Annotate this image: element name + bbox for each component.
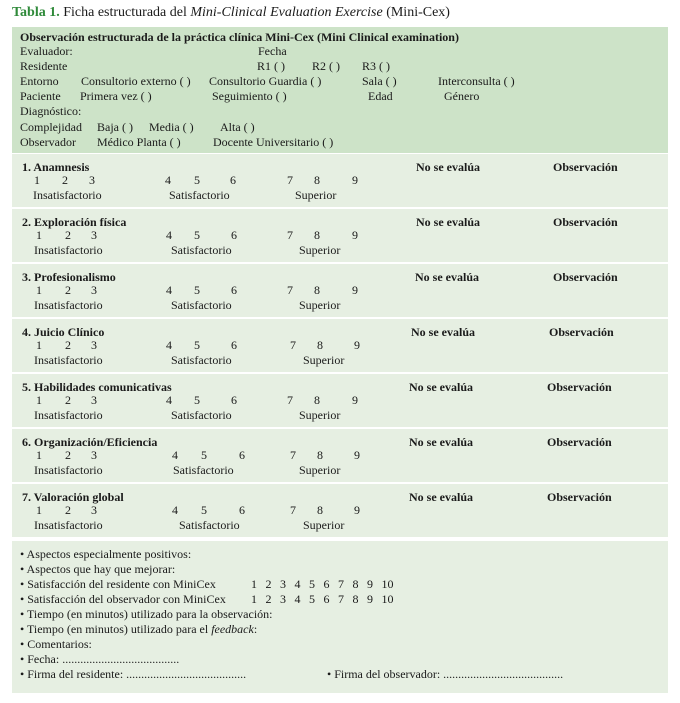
satisfaccion-residente-label: • Satisfacción del residente con MiniCex <box>20 577 216 591</box>
item-row <box>12 264 668 317</box>
item-row <box>12 374 668 427</box>
score-7[interactable]: 7 <box>287 228 293 242</box>
score-1[interactable]: 1 <box>34 173 40 187</box>
tiempo-observacion-field[interactable]: • Tiempo (en minutos) utilizado para la observación: <box>20 607 273 621</box>
score-4[interactable]: 4 <box>172 503 178 517</box>
sat-obs-7[interactable]: 7 <box>338 592 344 606</box>
tiempo-feedback-prefix: • Tiempo (en minutos) utilizado para el <box>20 622 209 636</box>
score-7[interactable]: 7 <box>287 173 293 187</box>
label-insatisfactorio: Insatisfactorio <box>34 353 103 367</box>
observation-field[interactable]: Observación <box>547 380 612 394</box>
form-footer <box>12 541 668 693</box>
score-3[interactable]: 3 <box>91 228 97 242</box>
label-insatisfactorio: Insatisfactorio <box>34 243 103 257</box>
caption-text: Ficha estructurada del <box>63 5 187 20</box>
score-2[interactable]: 2 <box>65 503 71 517</box>
item-row <box>12 484 668 537</box>
not-evaluated-option[interactable]: No se evalúa <box>409 435 473 449</box>
item-title: 1. Anamnesis <box>22 160 90 174</box>
label-insatisfactorio: Insatisfactorio <box>34 408 103 422</box>
firma-residente-field[interactable]: • Firma del residente: ........................................ <box>20 667 247 681</box>
score-2[interactable]: 2 <box>65 283 71 297</box>
sat-res-5[interactable]: 5 <box>309 577 315 591</box>
satisfaccion-residente-scale[interactable] <box>251 578 396 591</box>
item-title: 4. Juicio Clínico <box>22 325 105 339</box>
score-8[interactable]: 8 <box>317 448 323 462</box>
score-3[interactable]: 3 <box>89 173 95 187</box>
label-superior: Superior <box>299 298 341 312</box>
satisfaccion-observador-label: • Satisfacción del observador con MiniCex <box>20 592 226 606</box>
label-superior: Superior <box>295 188 337 202</box>
label-satisfactorio: Satisfactorio <box>171 408 232 422</box>
score-4[interactable]: 4 <box>165 173 171 187</box>
score-1[interactable]: 1 <box>36 448 42 462</box>
sat-res-4[interactable]: 4 <box>294 577 301 591</box>
score-5[interactable]: 5 <box>201 448 207 462</box>
score-8[interactable]: 8 <box>317 503 323 517</box>
label-satisfactorio: Satisfactorio <box>171 353 232 367</box>
seguimiento-option[interactable]: Seguimiento ( ) <box>212 89 287 103</box>
fecha-label: Fecha <box>258 44 287 58</box>
score-6[interactable]: 6 <box>231 283 237 297</box>
r1-option[interactable]: R1 ( ) <box>257 59 285 73</box>
not-evaluated-option[interactable]: No se evalúa <box>411 325 475 339</box>
form-title: Observación estructurada de la práctica clínica Mini-Cex (Mini Clinical examination) <box>20 30 459 44</box>
score-8[interactable]: 8 <box>314 173 320 187</box>
item-row <box>12 154 668 207</box>
score-1[interactable]: 1 <box>36 338 42 352</box>
score-4[interactable]: 4 <box>166 283 172 297</box>
residente-label: Residente <box>20 59 68 73</box>
score-9[interactable]: 9 <box>352 393 358 407</box>
evaluador-label: Evaluador: <box>20 44 73 58</box>
mini-cex-form <box>12 27 668 693</box>
score-1[interactable]: 1 <box>36 228 42 242</box>
label-superior: Superior <box>299 408 341 422</box>
score-4[interactable]: 4 <box>166 228 172 242</box>
primera-vez-option[interactable]: Primera vez ( ) <box>80 89 152 103</box>
score-5[interactable]: 5 <box>194 283 200 297</box>
score-9[interactable]: 9 <box>352 228 358 242</box>
not-evaluated-option[interactable]: No se evalúa <box>409 490 473 504</box>
baja-option[interactable]: Baja ( ) <box>97 120 133 134</box>
sat-res-6[interactable]: 6 <box>323 577 330 591</box>
item-title: 3. Profesionalismo <box>22 270 116 284</box>
label-superior: Superior <box>299 463 341 477</box>
caption-italic: Mini-Clinical Evaluation Exercise <box>190 5 383 20</box>
label-insatisfactorio: Insatisfactorio <box>34 298 103 312</box>
score-3[interactable]: 3 <box>91 393 97 407</box>
edad-label: Edad <box>368 89 393 103</box>
score-8[interactable]: 8 <box>314 228 320 242</box>
score-2[interactable]: 2 <box>65 338 71 352</box>
observation-field[interactable]: Observación <box>553 160 618 174</box>
r2-option[interactable]: R2 ( ) <box>312 59 340 73</box>
score-7[interactable]: 7 <box>290 448 296 462</box>
sat-obs-6[interactable]: 6 <box>323 592 330 606</box>
score-5[interactable]: 5 <box>194 393 200 407</box>
sat-res-3[interactable]: 3 <box>280 577 286 591</box>
score-5[interactable]: 5 <box>194 338 200 352</box>
item-title: 5. Habilidades comunicativas <box>22 380 172 394</box>
not-evaluated-option[interactable]: No se evalúa <box>415 270 479 284</box>
label-satisfactorio: Satisfactorio <box>179 518 240 532</box>
score-6[interactable]: 6 <box>231 393 237 407</box>
label-insatisfactorio: Insatisfactorio <box>34 518 103 532</box>
score-6[interactable]: 6 <box>230 173 236 187</box>
score-4[interactable]: 4 <box>166 393 172 407</box>
entorno-label: Entorno <box>20 74 59 88</box>
tiempo-feedback-field[interactable] <box>20 623 257 636</box>
not-evaluated-option[interactable]: No se evalúa <box>416 160 480 174</box>
item-title: 2. Exploración física <box>22 215 127 229</box>
score-6[interactable]: 6 <box>239 448 245 462</box>
sat-obs-3[interactable]: 3 <box>280 592 286 606</box>
observation-field[interactable]: Observación <box>547 435 612 449</box>
table-number: Tabla 1. <box>12 5 60 20</box>
observation-field[interactable]: Observación <box>549 325 614 339</box>
score-7[interactable]: 7 <box>290 338 296 352</box>
comentarios-field[interactable]: • Comentarios: <box>20 637 92 651</box>
paciente-label: Paciente <box>20 89 61 103</box>
sat-obs-2[interactable]: 2 <box>265 592 272 606</box>
caption-suffix: (Mini-Cex) <box>386 5 450 20</box>
score-9[interactable]: 9 <box>352 173 358 187</box>
score-3[interactable]: 3 <box>91 503 97 517</box>
not-evaluated-option[interactable]: No se evalúa <box>409 380 473 394</box>
tiempo-feedback-italic: feedback <box>211 622 254 636</box>
aspectos-mejorar-field[interactable]: • Aspectos que hay que mejorar: <box>20 562 176 576</box>
score-7[interactable]: 7 <box>290 503 296 517</box>
label-superior: Superior <box>303 518 345 532</box>
score-6[interactable]: 6 <box>239 503 245 517</box>
score-8[interactable]: 8 <box>314 393 320 407</box>
sat-obs-5[interactable]: 5 <box>309 592 315 606</box>
consultorio-externo-option[interactable]: Consultorio externo ( ) <box>81 74 191 88</box>
item-row <box>12 209 668 262</box>
score-9[interactable]: 9 <box>352 283 358 297</box>
observador-label: Observador <box>20 135 76 149</box>
score-7[interactable]: 7 <box>287 283 293 297</box>
score-9[interactable]: 9 <box>354 503 360 517</box>
consultorio-guardia-option[interactable]: Consultorio Guardia ( ) <box>209 74 322 88</box>
sat-obs-10[interactable]: 10 <box>381 592 394 606</box>
satisfaccion-observador-scale[interactable] <box>251 593 396 606</box>
score-8[interactable]: 8 <box>314 283 320 297</box>
aspectos-positivos-field[interactable]: • Aspectos especialmente positivos: <box>20 547 192 561</box>
sat-res-2[interactable]: 2 <box>265 577 272 591</box>
diagnostico-label: Diagnóstico: <box>20 104 82 118</box>
label-insatisfactorio: Insatisfactorio <box>34 463 103 477</box>
observation-field[interactable]: Observación <box>547 490 612 504</box>
observation-field[interactable]: Observación <box>553 270 618 284</box>
alta-option[interactable]: Alta ( ) <box>220 120 255 134</box>
item-title: 7. Valoración global <box>22 490 124 504</box>
not-evaluated-option[interactable]: No se evalúa <box>416 215 480 229</box>
score-4[interactable]: 4 <box>166 338 172 352</box>
item-row <box>12 319 668 372</box>
sat-res-8[interactable]: 8 <box>352 577 359 591</box>
sat-res-1[interactable]: 1 <box>251 577 257 591</box>
score-1[interactable]: 1 <box>36 283 42 297</box>
score-2[interactable]: 2 <box>62 173 68 187</box>
score-1[interactable]: 1 <box>36 503 42 517</box>
sala-option[interactable]: Sala ( ) <box>362 74 397 88</box>
score-3[interactable]: 3 <box>91 448 97 462</box>
score-6[interactable]: 6 <box>231 228 237 242</box>
score-7[interactable]: 7 <box>287 393 293 407</box>
score-6[interactable]: 6 <box>231 338 237 352</box>
item-title: 6. Organización/Eficiencia <box>22 435 158 449</box>
sat-res-9[interactable]: 9 <box>367 577 373 591</box>
sat-obs-8[interactable]: 8 <box>352 592 359 606</box>
label-satisfactorio: Satisfactorio <box>169 188 230 202</box>
label-insatisfactorio: Insatisfactorio <box>33 188 102 202</box>
medico-planta-option[interactable]: Médico Planta ( ) <box>97 135 181 149</box>
r3-option[interactable]: R3 ( ) <box>362 59 390 73</box>
score-2[interactable]: 2 <box>65 448 71 462</box>
score-5[interactable]: 5 <box>194 228 200 242</box>
score-1[interactable]: 1 <box>36 393 42 407</box>
score-5[interactable]: 5 <box>201 503 207 517</box>
score-3[interactable]: 3 <box>91 338 97 352</box>
score-2[interactable]: 2 <box>65 393 71 407</box>
label-satisfactorio: Satisfactorio <box>171 243 232 257</box>
score-3[interactable]: 3 <box>91 283 97 297</box>
sat-obs-9[interactable]: 9 <box>367 592 373 606</box>
label-superior: Superior <box>303 353 345 367</box>
score-8[interactable]: 8 <box>317 338 323 352</box>
table-caption <box>12 5 450 21</box>
score-9[interactable]: 9 <box>354 448 360 462</box>
sat-obs-1[interactable]: 1 <box>251 592 257 606</box>
genero-label: Género <box>444 89 480 103</box>
item-row <box>12 429 668 482</box>
sat-res-10[interactable]: 10 <box>381 577 394 591</box>
label-satisfactorio: Satisfactorio <box>173 463 234 477</box>
sat-res-7[interactable]: 7 <box>338 577 344 591</box>
complejidad-label: Complejidad <box>20 120 82 134</box>
score-9[interactable]: 9 <box>354 338 360 352</box>
interconsulta-option[interactable]: Interconsulta ( ) <box>438 74 515 88</box>
label-superior: Superior <box>299 243 341 257</box>
form-header <box>12 27 668 153</box>
tiempo-feedback-suffix: : <box>253 622 258 636</box>
docente-universitario-option[interactable]: Docente Universitario ( ) <box>213 135 334 149</box>
observation-field[interactable]: Observación <box>553 215 618 229</box>
label-satisfactorio: Satisfactorio <box>171 298 232 312</box>
score-4[interactable]: 4 <box>172 448 178 462</box>
media-option[interactable]: Media ( ) <box>149 120 194 134</box>
firma-observador-field[interactable]: • Firma del observador: ........................................ <box>327 667 564 681</box>
fecha-field[interactable]: • Fecha: ....................................... <box>20 652 180 666</box>
score-5[interactable]: 5 <box>194 173 200 187</box>
sat-obs-4[interactable]: 4 <box>294 592 301 606</box>
score-2[interactable]: 2 <box>65 228 71 242</box>
